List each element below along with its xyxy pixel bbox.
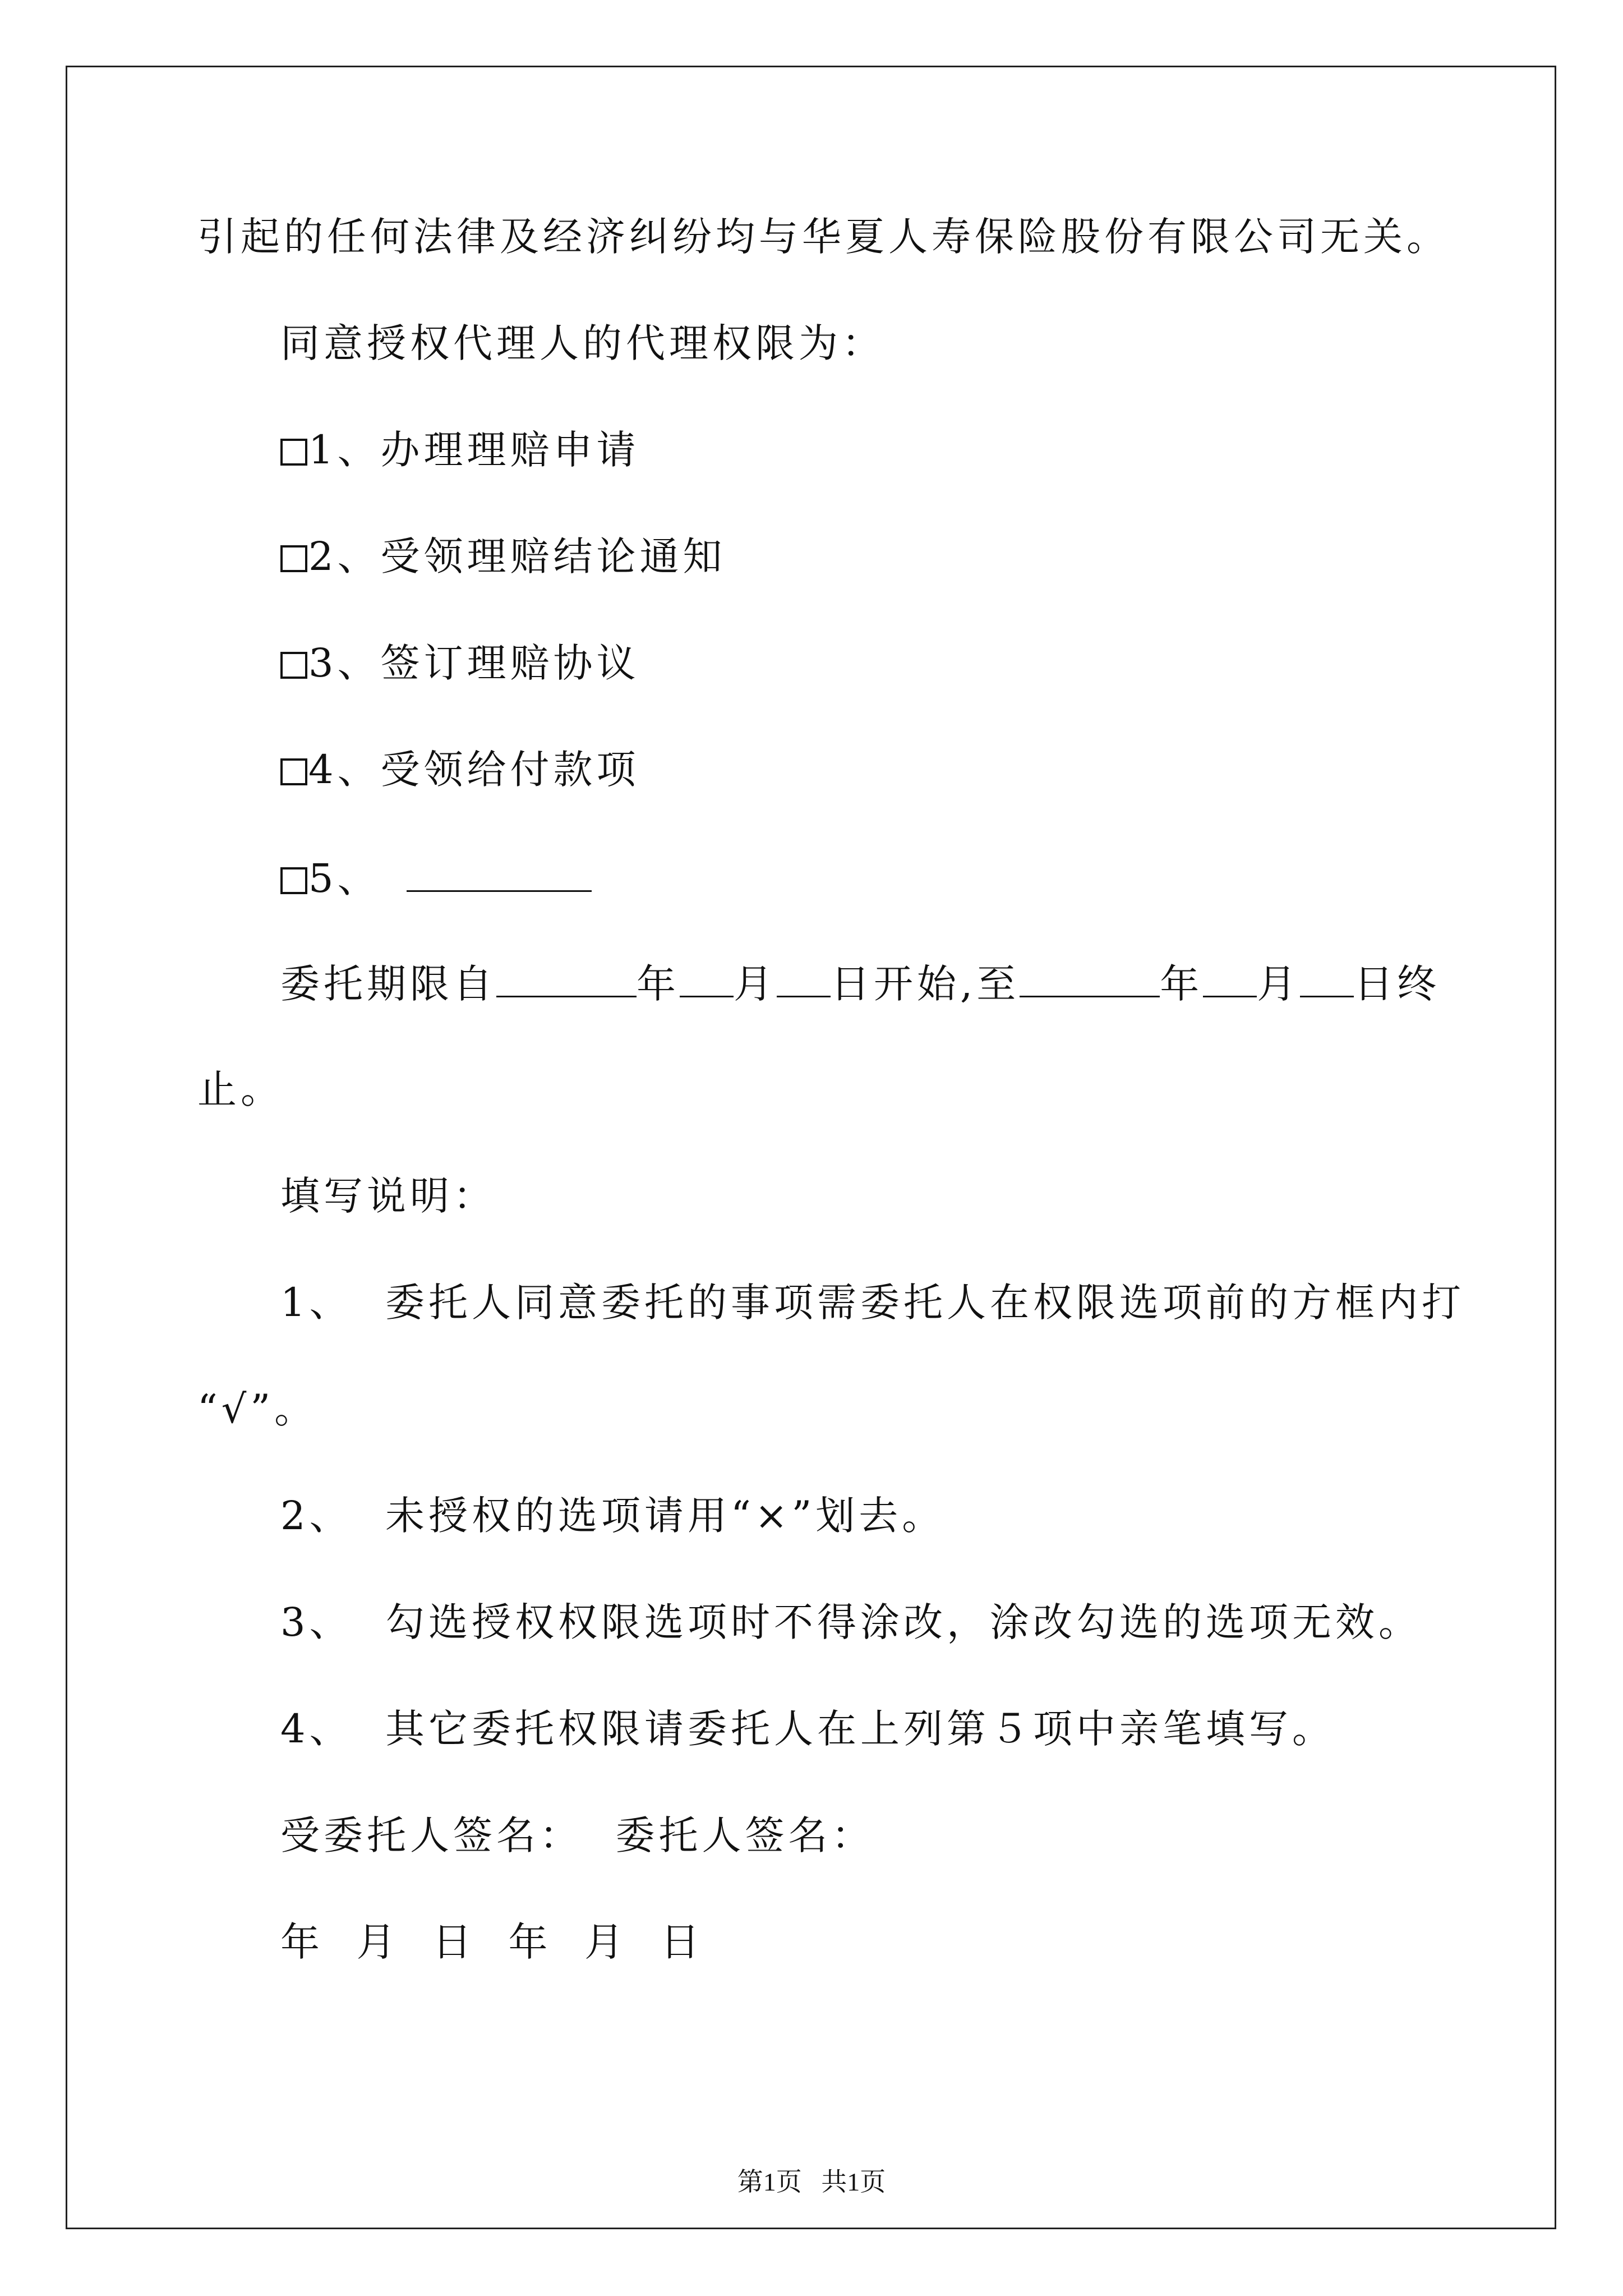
notes-title: 填写说明： [280,1173,496,1219]
start-day-blank[interactable] [777,958,831,997]
option-5-blank[interactable] [407,851,592,892]
option-3 [280,638,640,688]
term-from-label: 委托期限自 [280,961,496,1007]
term-month-label: 月 [734,961,777,1007]
note-2: 2、 未授权的选项请用“×”划去。 [280,1493,946,1539]
note-4: 4、 其它委托权限请委托人在上列第５项中亲笔填写。 [280,1706,1336,1752]
page-footer: 第1页 共1页 [737,2168,886,2196]
term-to-label: 日开始,至 [831,961,1020,1007]
start-month-blank[interactable] [680,958,734,997]
option-1-label: 1、办理理赔申请 [308,427,640,473]
option-2-label: 2、受领理赔结论通知 [308,533,726,579]
checkbox-1[interactable] [280,439,307,466]
option-2 [280,531,726,582]
option-4-label: 4、受领给付款项 [308,747,640,793]
note-1-continued: “√”。 [197,1386,318,1432]
option-4 [280,744,640,795]
checkbox-5[interactable] [280,867,307,894]
option-5-label: 5、 [308,855,381,901]
end-year-blank[interactable] [1020,958,1160,997]
term-end-month-label: 月 [1257,961,1301,1007]
note-3: 3、 勾选授权权限选项时不得涂改，涂改勾选的选项无效。 [280,1599,1422,1645]
checkbox-4[interactable] [280,758,307,785]
option-1 [280,425,640,475]
term-end: 止。 [197,1066,284,1112]
end-month-blank[interactable] [1203,958,1257,997]
signature-labels: 受委托人签名： 委托人签名： [280,1812,875,1858]
authority-intro: 同意授权代理人的代理权限为： [280,320,885,366]
term-year-label: 年 [637,961,680,1007]
checkbox-3[interactable] [280,652,307,679]
end-day-blank[interactable] [1300,958,1354,997]
checkbox-2[interactable] [280,545,307,572]
option-5 [280,851,592,904]
paragraph-line: 引起的任何法律及经济纠纷均与华夏人寿保险股份有限公司无关。 [197,214,1450,260]
term-line [280,958,1440,1009]
note-1: 1、 委托人同意委托的事项需委托人在权限选项前的方框内打 [280,1280,1465,1326]
term-end-year-label: 年 [1160,961,1204,1007]
signature-dates: 年 月 日 年 月 日 [280,1919,704,1965]
option-3-label: 3、签订理赔协议 [308,640,640,686]
start-year-blank[interactable] [496,958,637,997]
document-page [66,66,1556,2229]
term-end-day-label: 日终 [1354,961,1441,1007]
